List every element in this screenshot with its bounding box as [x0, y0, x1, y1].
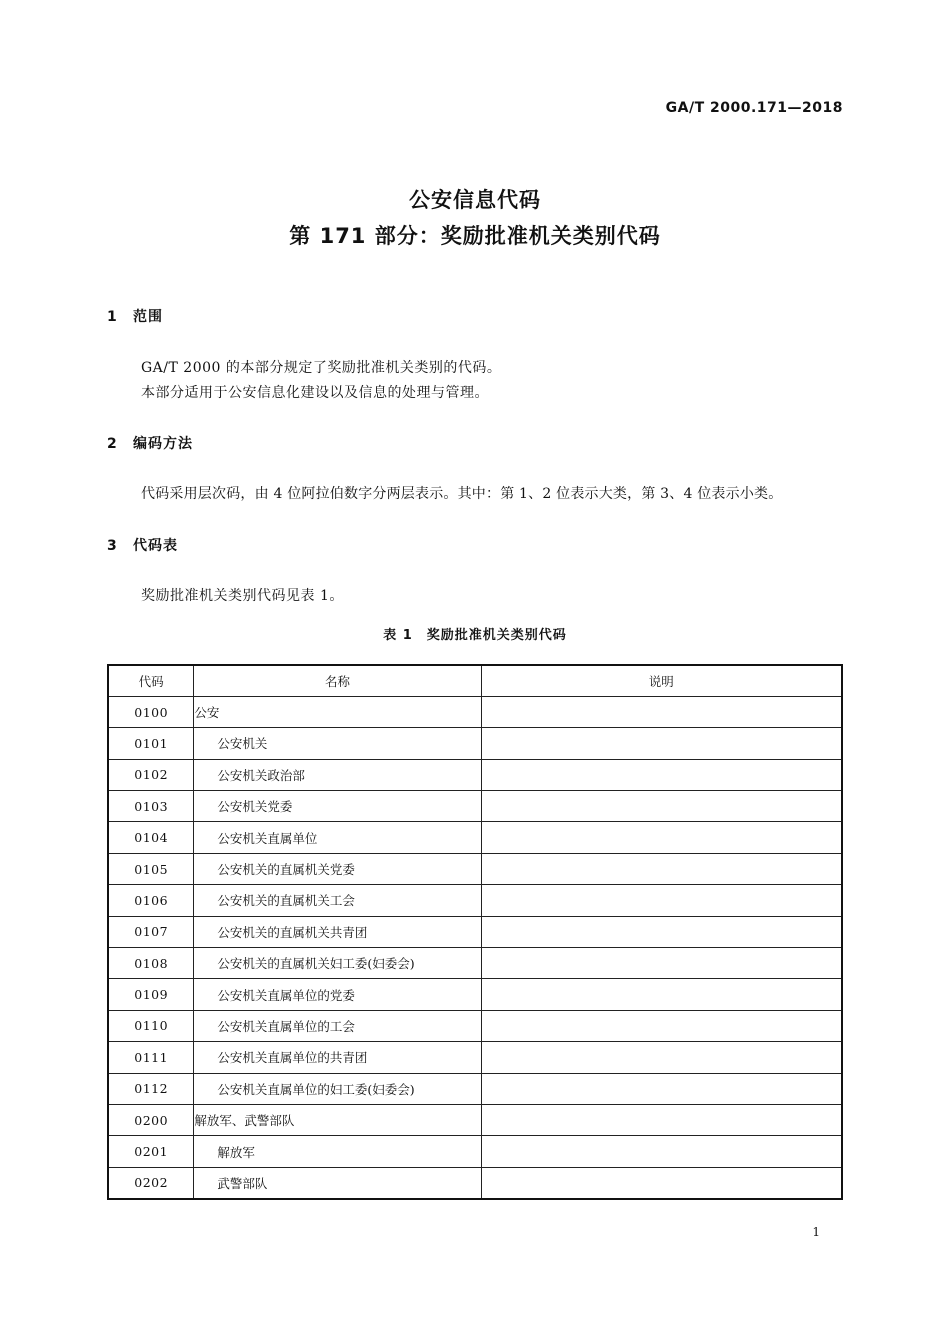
section-heading-coding-method — [107, 433, 193, 453]
name-cell: 公安机关直属单位的妇工委(妇委会) — [194, 1073, 481, 1104]
table-row — [108, 759, 842, 790]
name-cell: 公安机关党委 — [194, 791, 481, 822]
code-cell: 0201 — [108, 1136, 194, 1167]
code-cell: 0111 — [108, 1042, 194, 1073]
note-cell — [481, 1010, 842, 1041]
name-cell: 解放军 — [194, 1136, 481, 1167]
note-cell — [481, 979, 842, 1010]
note-cell — [481, 948, 842, 979]
paragraph: 代码采用层次码，由 4 位阿拉伯数字分两层表示。其中：第 1、2 位表示大类，第 3、4 位表示小类。 — [141, 486, 783, 502]
code-cell: 0110 — [108, 1010, 194, 1041]
code-cell: 0106 — [108, 885, 194, 916]
code-cell: 0107 — [108, 916, 194, 947]
code-cell: 0101 — [108, 728, 194, 759]
name-cell: 公安机关直属单位的共青团 — [194, 1042, 481, 1073]
section-number: 3 — [107, 538, 118, 554]
note-cell — [481, 1167, 842, 1198]
code-cell: 0202 — [108, 1167, 194, 1198]
name-cell: 公安 — [194, 696, 481, 727]
table-row — [108, 1104, 842, 1135]
table-row — [108, 1136, 842, 1167]
section-heading-code-table — [107, 535, 178, 555]
note-cell — [481, 696, 842, 727]
name-cell: 公安机关直属单位的党委 — [194, 979, 481, 1010]
table-caption-title: 奖励批准机关类别代码 — [426, 628, 567, 643]
column-header-name: 名称 — [194, 665, 481, 696]
paragraph: 奖励批准机关类别代码见表 1。 — [141, 588, 344, 604]
section-heading-scope — [107, 306, 163, 326]
column-header-code: 代码 — [108, 665, 194, 696]
name-cell: 公安机关直属单位 — [194, 822, 481, 853]
note-cell — [481, 885, 842, 916]
note-cell — [481, 1073, 842, 1104]
column-header-note: 说明 — [481, 665, 842, 696]
code-cell: 0105 — [108, 853, 194, 884]
name-cell: 公安机关的直属机关工会 — [194, 885, 481, 916]
code-cell: 0200 — [108, 1104, 194, 1135]
note-cell — [481, 822, 842, 853]
name-cell: 公安机关的直属机关党委 — [194, 853, 481, 884]
code-cell: 0104 — [108, 822, 194, 853]
name-cell: 公安机关的直属机关共青团 — [194, 916, 481, 947]
document-subtitle: 第 171 部分：奖励批准机关类别代码 — [289, 224, 661, 248]
document-title: 公安信息代码 — [409, 188, 541, 212]
name-cell: 武警部队 — [194, 1167, 481, 1198]
table-row — [108, 1042, 842, 1073]
code-table — [107, 664, 843, 1200]
name-cell: 公安机关政治部 — [194, 759, 481, 790]
note-cell — [481, 916, 842, 947]
code-cell: 0108 — [108, 948, 194, 979]
note-cell — [481, 1136, 842, 1167]
code-cell: 0102 — [108, 759, 194, 790]
name-cell: 公安机关直属单位的工会 — [194, 1010, 481, 1041]
note-cell — [481, 1104, 842, 1135]
code-cell: 0109 — [108, 979, 194, 1010]
note-cell — [481, 728, 842, 759]
table-row — [108, 916, 842, 947]
table-caption-number: 表 1 — [383, 628, 413, 643]
paragraph: GA/T 2000 的本部分规定了奖励批准机关类别的代码。 — [141, 360, 502, 376]
code-cell: 0112 — [108, 1073, 194, 1104]
name-cell: 解放军、武警部队 — [194, 1104, 481, 1135]
table-row — [108, 948, 842, 979]
paragraph: 本部分适用于公安信息化建设以及信息的处理与管理。 — [141, 385, 489, 401]
table-row — [108, 885, 842, 916]
table-row — [108, 728, 842, 759]
note-cell — [481, 759, 842, 790]
table-row — [108, 853, 842, 884]
code-cell: 0100 — [108, 696, 194, 727]
section-title: 代码表 — [133, 538, 178, 554]
table-row — [108, 822, 842, 853]
table-row — [108, 979, 842, 1010]
note-cell — [481, 853, 842, 884]
table-row — [108, 791, 842, 822]
name-cell: 公安机关 — [194, 728, 481, 759]
standard-number: GA/T 2000.171—2018 — [665, 100, 843, 116]
table-row — [108, 696, 842, 727]
section-title: 编码方法 — [133, 436, 193, 452]
table-header-row — [108, 665, 842, 696]
table-row — [108, 1167, 842, 1198]
table-row — [108, 1010, 842, 1041]
note-cell — [481, 1042, 842, 1073]
section-title: 范围 — [133, 309, 163, 325]
note-cell — [481, 791, 842, 822]
section-number: 1 — [107, 309, 118, 325]
section-number: 2 — [107, 436, 118, 452]
page-number: 1 — [812, 1225, 820, 1239]
code-cell: 0103 — [108, 791, 194, 822]
table-row — [108, 1073, 842, 1104]
table-caption — [0, 624, 950, 643]
name-cell: 公安机关的直属机关妇工委(妇委会) — [194, 948, 481, 979]
